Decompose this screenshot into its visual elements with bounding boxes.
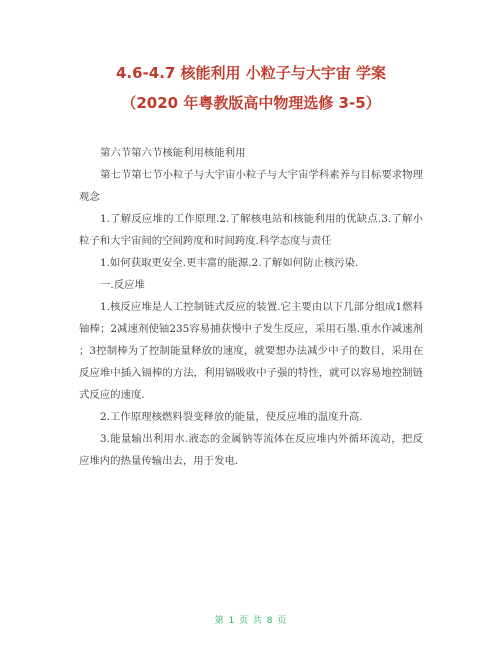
paragraph: 2.工作原理核燃料裂变释放的能量，使反应堆的温度升高. (100, 411, 363, 423)
paragraph: 第六节第六节核能利用核能利用 (100, 147, 246, 159)
paragraph: 第七节第七节小粒子与大宇宙小粒子与大宇宙学科素养与目标要求物理观念 (79, 169, 423, 203)
document-subtitle: （2020 年粤教版高中物理选修 3-5） (121, 94, 381, 112)
document-body (79, 142, 423, 472)
document-title: 4.6-4.7 核能利用 小粒子与大宇宙 学案 (115, 64, 387, 82)
paragraph: 1.了解反应堆的工作原理.2.了解核电站和核能利用的优缺点.3.了解小粒子和大宇宙间的空间跨度和时间跨度.科学态度与责任 (79, 213, 423, 247)
page-number-footer: 第 1 页 共 8 页 (214, 616, 288, 626)
paragraph: 3.能量输出利用水.液态的金属钠等流体在反应堆内外循环流动，把反应堆内的热量传输出去，用于发电. (79, 433, 423, 467)
section-heading: 一.反应堆 (100, 279, 145, 291)
paragraph: 1.如何获取更安全.更丰富的能源.2.了解如何防止核污染. (100, 257, 359, 269)
paragraph: 1.核反应堆是人工控制链式反应的装置.它主要由以下几部分组成1燃料铀棒；2减速剂使铀235容易捕获慢中子发生反应，采用石墨.重水作减速剂；3控制棒为了控制能量释放的速度，就要想办法减少中子的数目，采用在反应堆中插入镉棒的方法，利用镉吸收中子强的特性，就可以容易地控制链式反应的速度. (79, 301, 423, 401)
